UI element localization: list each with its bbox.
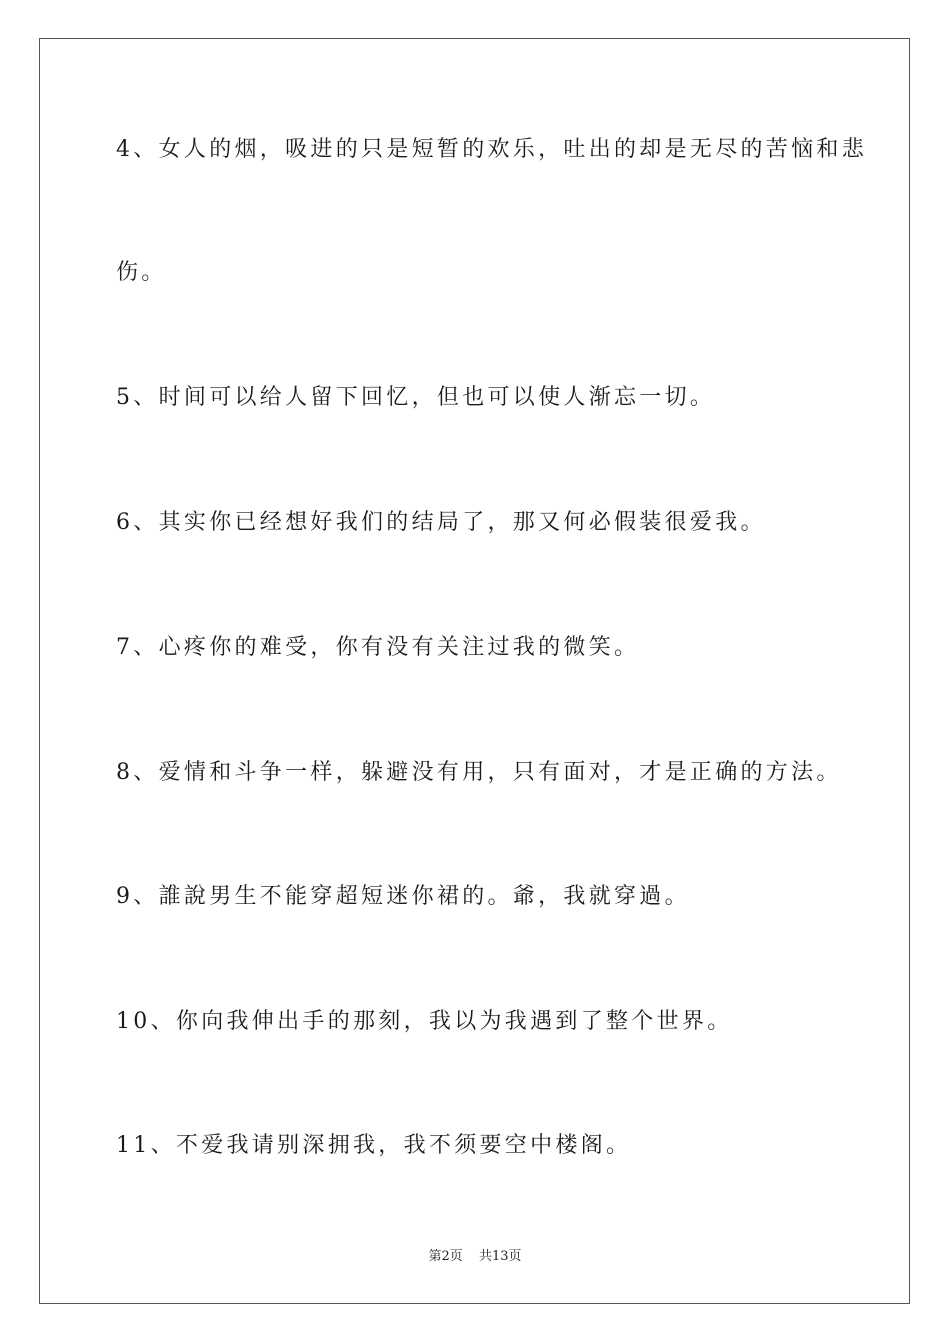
paragraph-10: 10、你向我伸出手的那刻，我以为我遇到了整个世界。 bbox=[116, 1009, 733, 1034]
page-border bbox=[39, 38, 910, 1304]
paragraph-5: 5、时间可以给人留下回忆，但也可以使人渐忘一切。 bbox=[116, 385, 716, 410]
paragraph-6: 6、其实你已经想好我们的结局了，那又何必假装很爱我。 bbox=[116, 510, 766, 535]
paragraph-4-line-2: 伤。 bbox=[116, 260, 167, 285]
page-total: 共13页 bbox=[478, 1249, 522, 1264]
paragraph-7: 7、心疼你的难受，你有没有关注过我的微笑。 bbox=[116, 635, 640, 660]
page-number: 第2页 bbox=[428, 1249, 463, 1264]
paragraph-9: 9、誰說男生不能穿超短迷你裙的。爺，我就穿過。 bbox=[116, 884, 690, 909]
paragraph-4-line-1: 4、女人的烟，吸进的只是短暂的欢乐，吐出的却是无尽的苦恼和悲 bbox=[116, 137, 867, 162]
paragraph-11: 11、不爱我请别深拥我，我不须要空中楼阁。 bbox=[116, 1133, 632, 1158]
page-footer bbox=[0, 1247, 950, 1267]
paragraph-8: 8、爱情和斗争一样，躲避没有用，只有面对，才是正确的方法。 bbox=[116, 760, 842, 785]
